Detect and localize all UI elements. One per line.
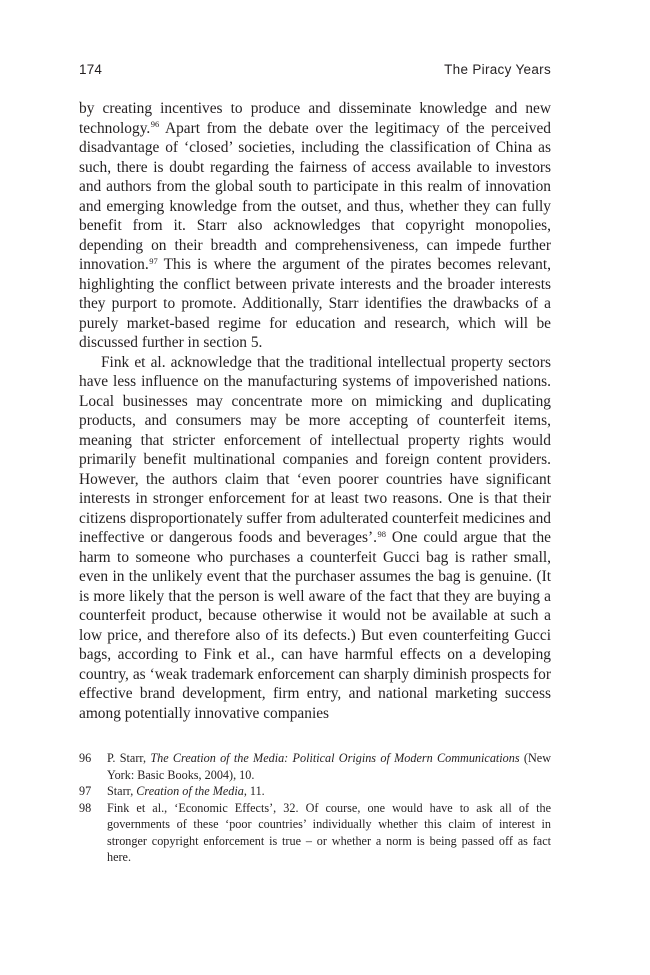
footnote-text xyxy=(107,801,551,865)
body-text xyxy=(79,99,551,723)
paragraph xyxy=(79,353,551,724)
footnote-text-pre: Fink et al., ‘Economic Effects’, 32. Of course, one would have to ask all of the governments of these ‘poor countries’ individually whether this claim of interest in stronger copyright enforcement is true – or whether a norm is being passed off as fact here. xyxy=(107,800,551,864)
footnote xyxy=(79,783,551,800)
page-number: 174 xyxy=(79,62,103,77)
footnote-text-pre: Starr, xyxy=(107,784,137,798)
footnote-text xyxy=(107,751,551,782)
footnote-ref: 96 xyxy=(150,119,160,129)
footnote-text xyxy=(107,784,265,798)
footnote-ref: 97 xyxy=(149,255,158,266)
footnote-number: 97 xyxy=(79,784,92,798)
footnote-text-post: , 11. xyxy=(243,784,265,798)
footnote xyxy=(79,750,551,783)
running-head xyxy=(79,62,551,82)
running-title: The Piracy Years xyxy=(444,62,551,77)
footnote-number: 98 xyxy=(79,800,92,815)
paragraph-text: Apart from the debate over the legitimacy of the perceived disadvantage of ‘closed’ societies, including the classification of China as such, there is doubt regarding the fairness of access available to investors and authors from the global south to participate in this realm of innovation and emerging knowledge from the outset, and thus, whether they can fully benefit from it. Starr also acknowledges that copyright monopolies, depending on their breadth and comprehensiveness, can impede further innovation. xyxy=(79,119,551,273)
paragraph-text: by creating incentives to produce and disseminate knowledge and new technology. xyxy=(79,100,551,137)
footnotes xyxy=(79,750,551,866)
paragraph xyxy=(79,99,551,353)
footnote-work-title: The Creation of the Media: Political Origins of Modern Communications xyxy=(150,751,520,765)
footnote-number: 96 xyxy=(79,751,92,765)
footnote-ref: 98 xyxy=(377,528,386,539)
paragraph-text: This is where the argument of the pirates becomes relevant, highlighting the conflict between private interests and the broader interests they purport to promote. Additionally, Starr identifies the drawbacks of a purely market-based regime for education and research, which will be discussed further in section 5. xyxy=(79,256,551,351)
footnote-work-title: Creation of the Media xyxy=(136,784,244,798)
paragraph-text: One could argue that the harm to someone who purchases a counterfeit Gucci bag is rather small, even in the unlikely event that the purchaser assumes the bag is genuine. (It is more likely that the person is well aware of the fact that they are buying a counterfeit product, because otherwise it would not be available at such a low price, and therefore also of its defects.) But even counterfeiting Gucci bags, according to Fink et al., can have harmful effects on a developing country, as ‘weak trademark enforcement can sharply diminish prospects for effective brand development, firm entry, and national marketing success among potentially innovative companies xyxy=(79,529,552,722)
footnote-text-pre: P. Starr, xyxy=(107,751,151,765)
footnote-text-post: (New York: Basic Books, 2004), 10. xyxy=(107,751,551,782)
footnote xyxy=(79,800,551,866)
paragraph-text: Fink et al. acknowledge that the traditional intellectual property sectors have less influence on the manufacturing systems of impoverished nations. Local businesses may concentrate more on mimicking and duplicating products, and consumers may be more accepting of counterfeit items, meaning that stricter enforcement of intellectual property rights would primarily benefit multinational companies and foreign content providers. However, the authors claim that ‘even poorer countries have significant interests in stronger enforcement for at least two reasons. One is that their citizens disproportionately suffer from adulterated counterfeit medicines and ineffective or dangerous foods and beverages’. xyxy=(79,353,551,546)
